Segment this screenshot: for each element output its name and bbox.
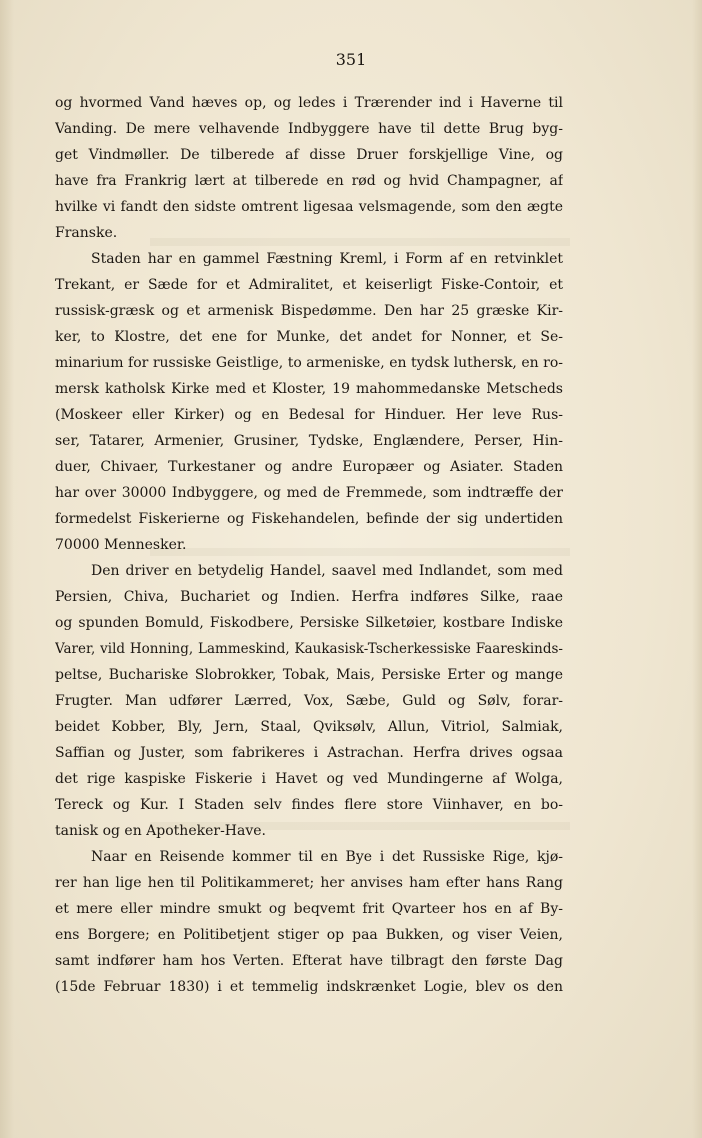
text-line: Saffian og Juster, som fabrikeres i Astrachan. Herfra drives ogsaa xyxy=(55,745,563,761)
body-text xyxy=(55,90,563,1000)
text-line: Frugter. Man udfører Lærred, Vox, Sæbe, Guld og Sølv, forar- xyxy=(55,693,563,709)
text-line: det rige kaspiske Fiskerie i Havet og ved Mundingerne af Wolga, xyxy=(55,771,563,787)
text-line: hvilke vi fandt den sidste omtrent ligesaa velsmagende, som den ægte xyxy=(55,199,563,215)
text-line: Den driver en betydelig Handel, saavel med Indlandet, som med xyxy=(91,563,563,579)
text-line: tanisk og en Apotheker-Have. xyxy=(55,823,266,839)
text-line: og hvormed Vand hæves op, og ledes i Trærender ind i Haverne til xyxy=(55,95,563,111)
text-line: (15de Februar 1830) i et temmelig indskrænket Logie, blev os den xyxy=(55,979,563,995)
text-line: Tereck og Kur. I Staden selv findes flere store Viinhaver, en bo- xyxy=(55,797,563,813)
text-line: mersk katholsk Kirke med et Kloster, 19 mahommedanske Metscheds xyxy=(55,381,563,397)
text-line: Franske. xyxy=(55,225,118,241)
text-line: (Moskeer eller Kirker) og en Bedesal for Hinduer. Her leve Rus- xyxy=(55,407,563,423)
page-edge-right xyxy=(692,0,702,1138)
text-line: et mere eller mindre smukt og beqvemt frit Qvarteer hos en af By- xyxy=(55,901,563,917)
text-line: ens Borgere; en Politibetjent stiger op paa Bukken, og viser Veien, xyxy=(55,927,563,943)
page-edge-left xyxy=(0,0,14,1138)
text-line: samt indfører ham hos Verten. Efterat have tilbragt den første Dag xyxy=(55,953,563,969)
text-line: ker, to Klostre, det ene for Munke, det andet for Nonner, et Se- xyxy=(55,329,563,345)
text-line: har over 30000 Indbyggere, og med de Fremmede, som indtræffe der xyxy=(55,485,563,501)
text-line: Staden har en gammel Fæstning Kreml, i Form af en retvinklet xyxy=(91,251,563,267)
text-line: beidet Kobber, Bly, Jern, Staal, Qviksølv, Allun, Vitriol, Salmiak, xyxy=(55,719,563,735)
text-line: russisk-græsk og et armenisk Bispedømme. Den har 25 græske Kir- xyxy=(55,303,563,319)
text-line: get Vindmøller. De tilberede af disse Druer forskjellige Vine, og xyxy=(55,147,563,163)
text-line: 70000 Mennesker. xyxy=(55,537,187,553)
text-line: minarium for russiske Geistlige, to armeniske, en tydsk luthersk, en ro- xyxy=(55,355,563,371)
text-line: Vanding. De mere velhavende Indbyggere have til dette Brug byg- xyxy=(55,121,563,137)
text-line: ser, Tatarer, Armenier, Grusiner, Tydske, Englændere, Perser, Hin- xyxy=(55,433,563,449)
text-line: have fra Frankrig lært at tilberede en rød og hvid Champagner, af xyxy=(55,173,563,189)
text-line: Naar en Reisende kommer til en Bye i det Russiske Rige, kjø- xyxy=(91,849,563,865)
text-line: og spunden Bomuld, Fiskodbere, Persiske Silketøier, kostbare Indiske xyxy=(55,615,563,631)
text-line: formedelst Fiskerierne og Fiskehandelen, befinde der sig undertiden xyxy=(55,511,563,527)
text-line: Trekant, er Sæde for et Admiralitet, et keiserligt Fiske-Contoir, et xyxy=(55,277,563,293)
page-number: 351 xyxy=(335,50,367,69)
text-line: rer han lige hen til Politikammeret; her anvises ham efter hans Rang xyxy=(55,875,563,891)
text-line: Persien, Chiva, Buchariet og Indien. Herfra indføres Silke, raae xyxy=(55,589,563,605)
text-line: duer, Chivaer, Turkestaner og andre Europæer og Asiater. Staden xyxy=(55,459,563,475)
text-line: Varer, vild Honning, Lammeskind, Kaukasisk-Tscherkessiske Faareskinds- xyxy=(55,641,563,657)
text-line: peltse, Buchariske Slobrokker, Tobak, Mais, Persiske Erter og mange xyxy=(55,667,563,683)
